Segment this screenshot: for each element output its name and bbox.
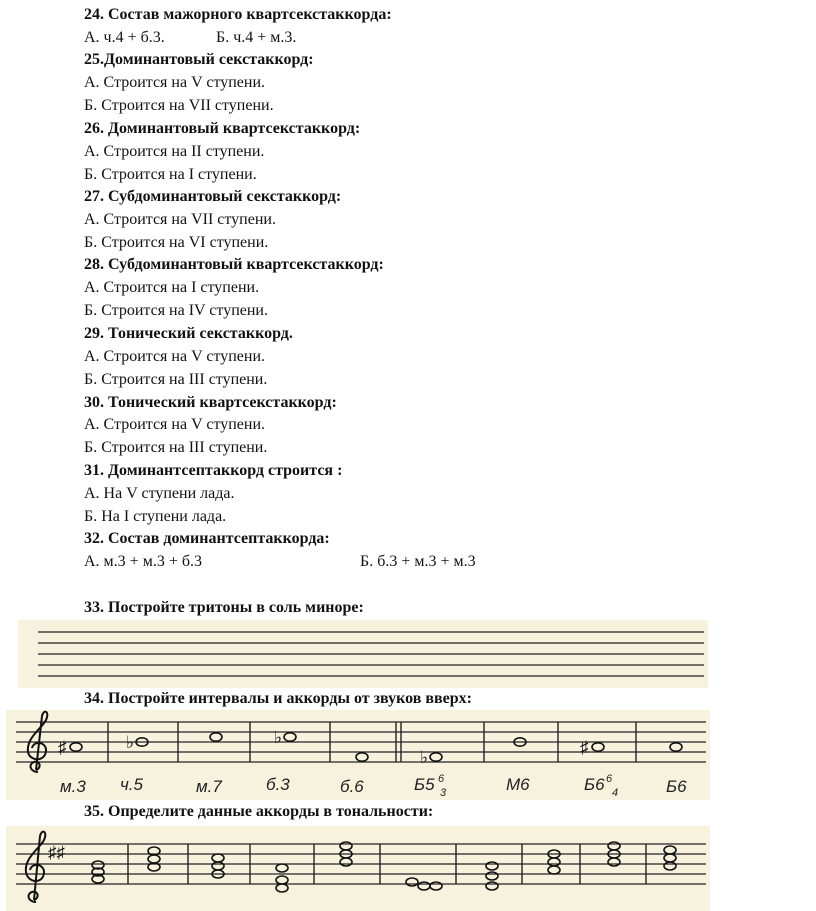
q27-option-a: А. Строится на VII ступени.: [84, 211, 276, 228]
q24-title: 24. Состав мажорного квартсекстаккорда:: [84, 6, 392, 23]
q30-option-a: А. Строится на V ступени.: [84, 416, 266, 433]
q25-option-b: Б. Строится на VII ступени.: [84, 97, 274, 114]
q26-option-b: Б. Строится на I ступени.: [84, 166, 257, 183]
label-7: М6: [506, 775, 530, 794]
q25-title: 25.Доминантовый секстаккорд:: [84, 51, 314, 68]
q24-option-a: А. ч.4 + б.3.: [84, 29, 165, 46]
q27-title: 27. Субдоминантовый секстаккорд:: [84, 188, 342, 205]
accidental-4: ♭: [274, 728, 283, 747]
q28-option-a: А. Строится на I ступени.: [84, 279, 260, 296]
q30-option-b: Б. Строится на III ступени.: [84, 439, 268, 456]
label-5: б.6: [340, 777, 364, 796]
q30-title: 30. Тонический квартсекстаккорд:: [84, 394, 337, 411]
q26-title: 26. Доминантовый квартсекстаккорд:: [84, 120, 361, 137]
task34-title: 34. Постройте интервалы и аккорды от звуков вверх:: [84, 690, 472, 707]
label-2: ч.5: [120, 775, 143, 794]
label-8-sub: 4: [612, 787, 619, 799]
q28-title: 28. Субдоминантовый квартсекстаккорд:: [84, 256, 384, 273]
q32-title: 32. Состав доминантсептаккорда:: [84, 530, 330, 547]
q32-option-a: А. м.3 + м.3 + б.3: [84, 553, 202, 570]
label-8-sup: 6: [606, 773, 613, 785]
label-6-sup: 6: [438, 773, 445, 785]
q29-option-b: Б. Строится на III ступени.: [84, 371, 268, 388]
q31-title: 31. Доминантсептаккорд строится :: [84, 462, 343, 479]
accidental-1: ♯: [58, 738, 67, 757]
accidental-2: ♭: [126, 733, 135, 752]
accidental-8: ♯: [580, 738, 589, 757]
key-signature: ♯♯: [48, 843, 65, 862]
q29-option-a: А. Строится на V ступени.: [84, 348, 266, 365]
task33-title: 33. Постройте тритоны в соль миноре:: [84, 599, 364, 616]
accidental-6: ♭: [420, 748, 429, 767]
label-6: Б5: [414, 775, 435, 794]
label-8: Б6: [584, 775, 605, 794]
label-9: Б6: [666, 777, 687, 796]
q26-option-a: А. Строится на II ступени.: [84, 143, 265, 160]
task33-staff: [0, 620, 816, 688]
q31-option-a: А. На V ступени лада.: [84, 485, 235, 502]
q31-option-b: Б. На I ступени лада.: [84, 508, 227, 525]
label-3: м.7: [196, 777, 222, 796]
label-4: б.3: [266, 775, 290, 794]
task35-staff-band: [6, 826, 710, 911]
q27-option-b: Б. Строится на VI ступени.: [84, 234, 269, 251]
q25-option-a: А. Строится на V ступени.: [84, 74, 266, 91]
q29-title: 29. Тонический секстаккорд.: [84, 325, 293, 342]
q24-option-b: Б. ч.4 + м.3.: [216, 29, 297, 46]
task35-staff: [0, 822, 816, 911]
task34-staff: [0, 708, 816, 800]
label-1: м.3: [60, 777, 86, 796]
q28-option-b: Б. Строится на IV ступени.: [84, 302, 268, 319]
label-6-sub: 3: [440, 787, 447, 799]
task35-title: 35. Определите данные аккорды в тональности:: [84, 803, 434, 820]
q32-option-b: Б. б.3 + м.3 + м.3: [360, 553, 476, 570]
